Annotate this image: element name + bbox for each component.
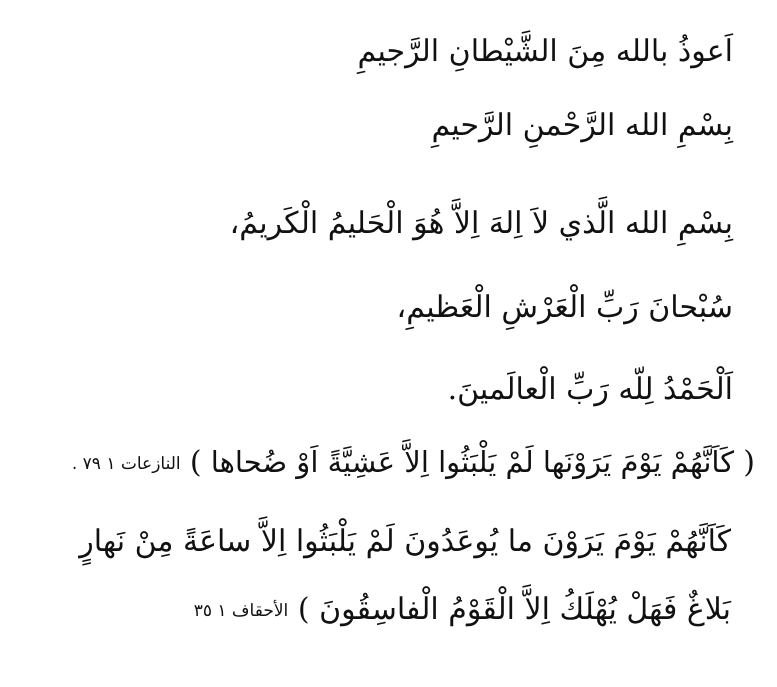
verse-naziat-text: كَاَنَّهُمْ يَوْمَ يَرَوْنَها لَمْ يَلْبَثُوا اِلاَّ عَشِيَّةً اَوْ ضُحاها — [210, 445, 735, 479]
bismillah-alladhi-line: بِسْمِ الله الَّذي لاَ اِلهَ اِلاَّ هُوَ الْحَليمُ الْكَريمُ، — [229, 206, 733, 241]
verse-naziat-line — [72, 442, 755, 484]
basmala-line: بِسْمِ الله الرَّحْمنِ الرَّحيمِ — [431, 108, 733, 143]
verse-reference-naziat: النازعات ١ ٧٩ . — [71, 454, 181, 474]
verse-ahqaf-line-1: كَاَنَّهُمْ يَوْمَ يَرَوْنَ ما يُوعَدُونَ لَمْ يَلْبَثُوا اِلاَّ ساعَةً مِنْ نَهارٍ — [79, 524, 731, 559]
subhana-line: سُبْحانَ رَبِّ الْعَرْشِ الْعَظيمِ، — [396, 290, 733, 325]
verse-reference-ahqaf: الأحقاف ١ ٣٥ — [193, 601, 289, 621]
close-paren-ahqaf: ) — [297, 592, 310, 627]
alhamdu-line: اَلْحَمْدُ لِلّه رَبِّ الْعالَمينَ. — [447, 372, 733, 407]
close-paren: ) — [189, 445, 202, 480]
open-paren: ( — [743, 445, 755, 480]
verse-ahqaf-line-2 — [194, 590, 731, 631]
isti-adha-line: اَعوذُ بالله مِنَ الشَّيْطانِ الرَّجيمِ — [357, 34, 733, 69]
verse-ahqaf-text: بَلاغٌ فَهَلْ يُهْلَكُ اِلاَّ الْقَوْمُ الْفاسِقُونَ — [319, 592, 731, 627]
